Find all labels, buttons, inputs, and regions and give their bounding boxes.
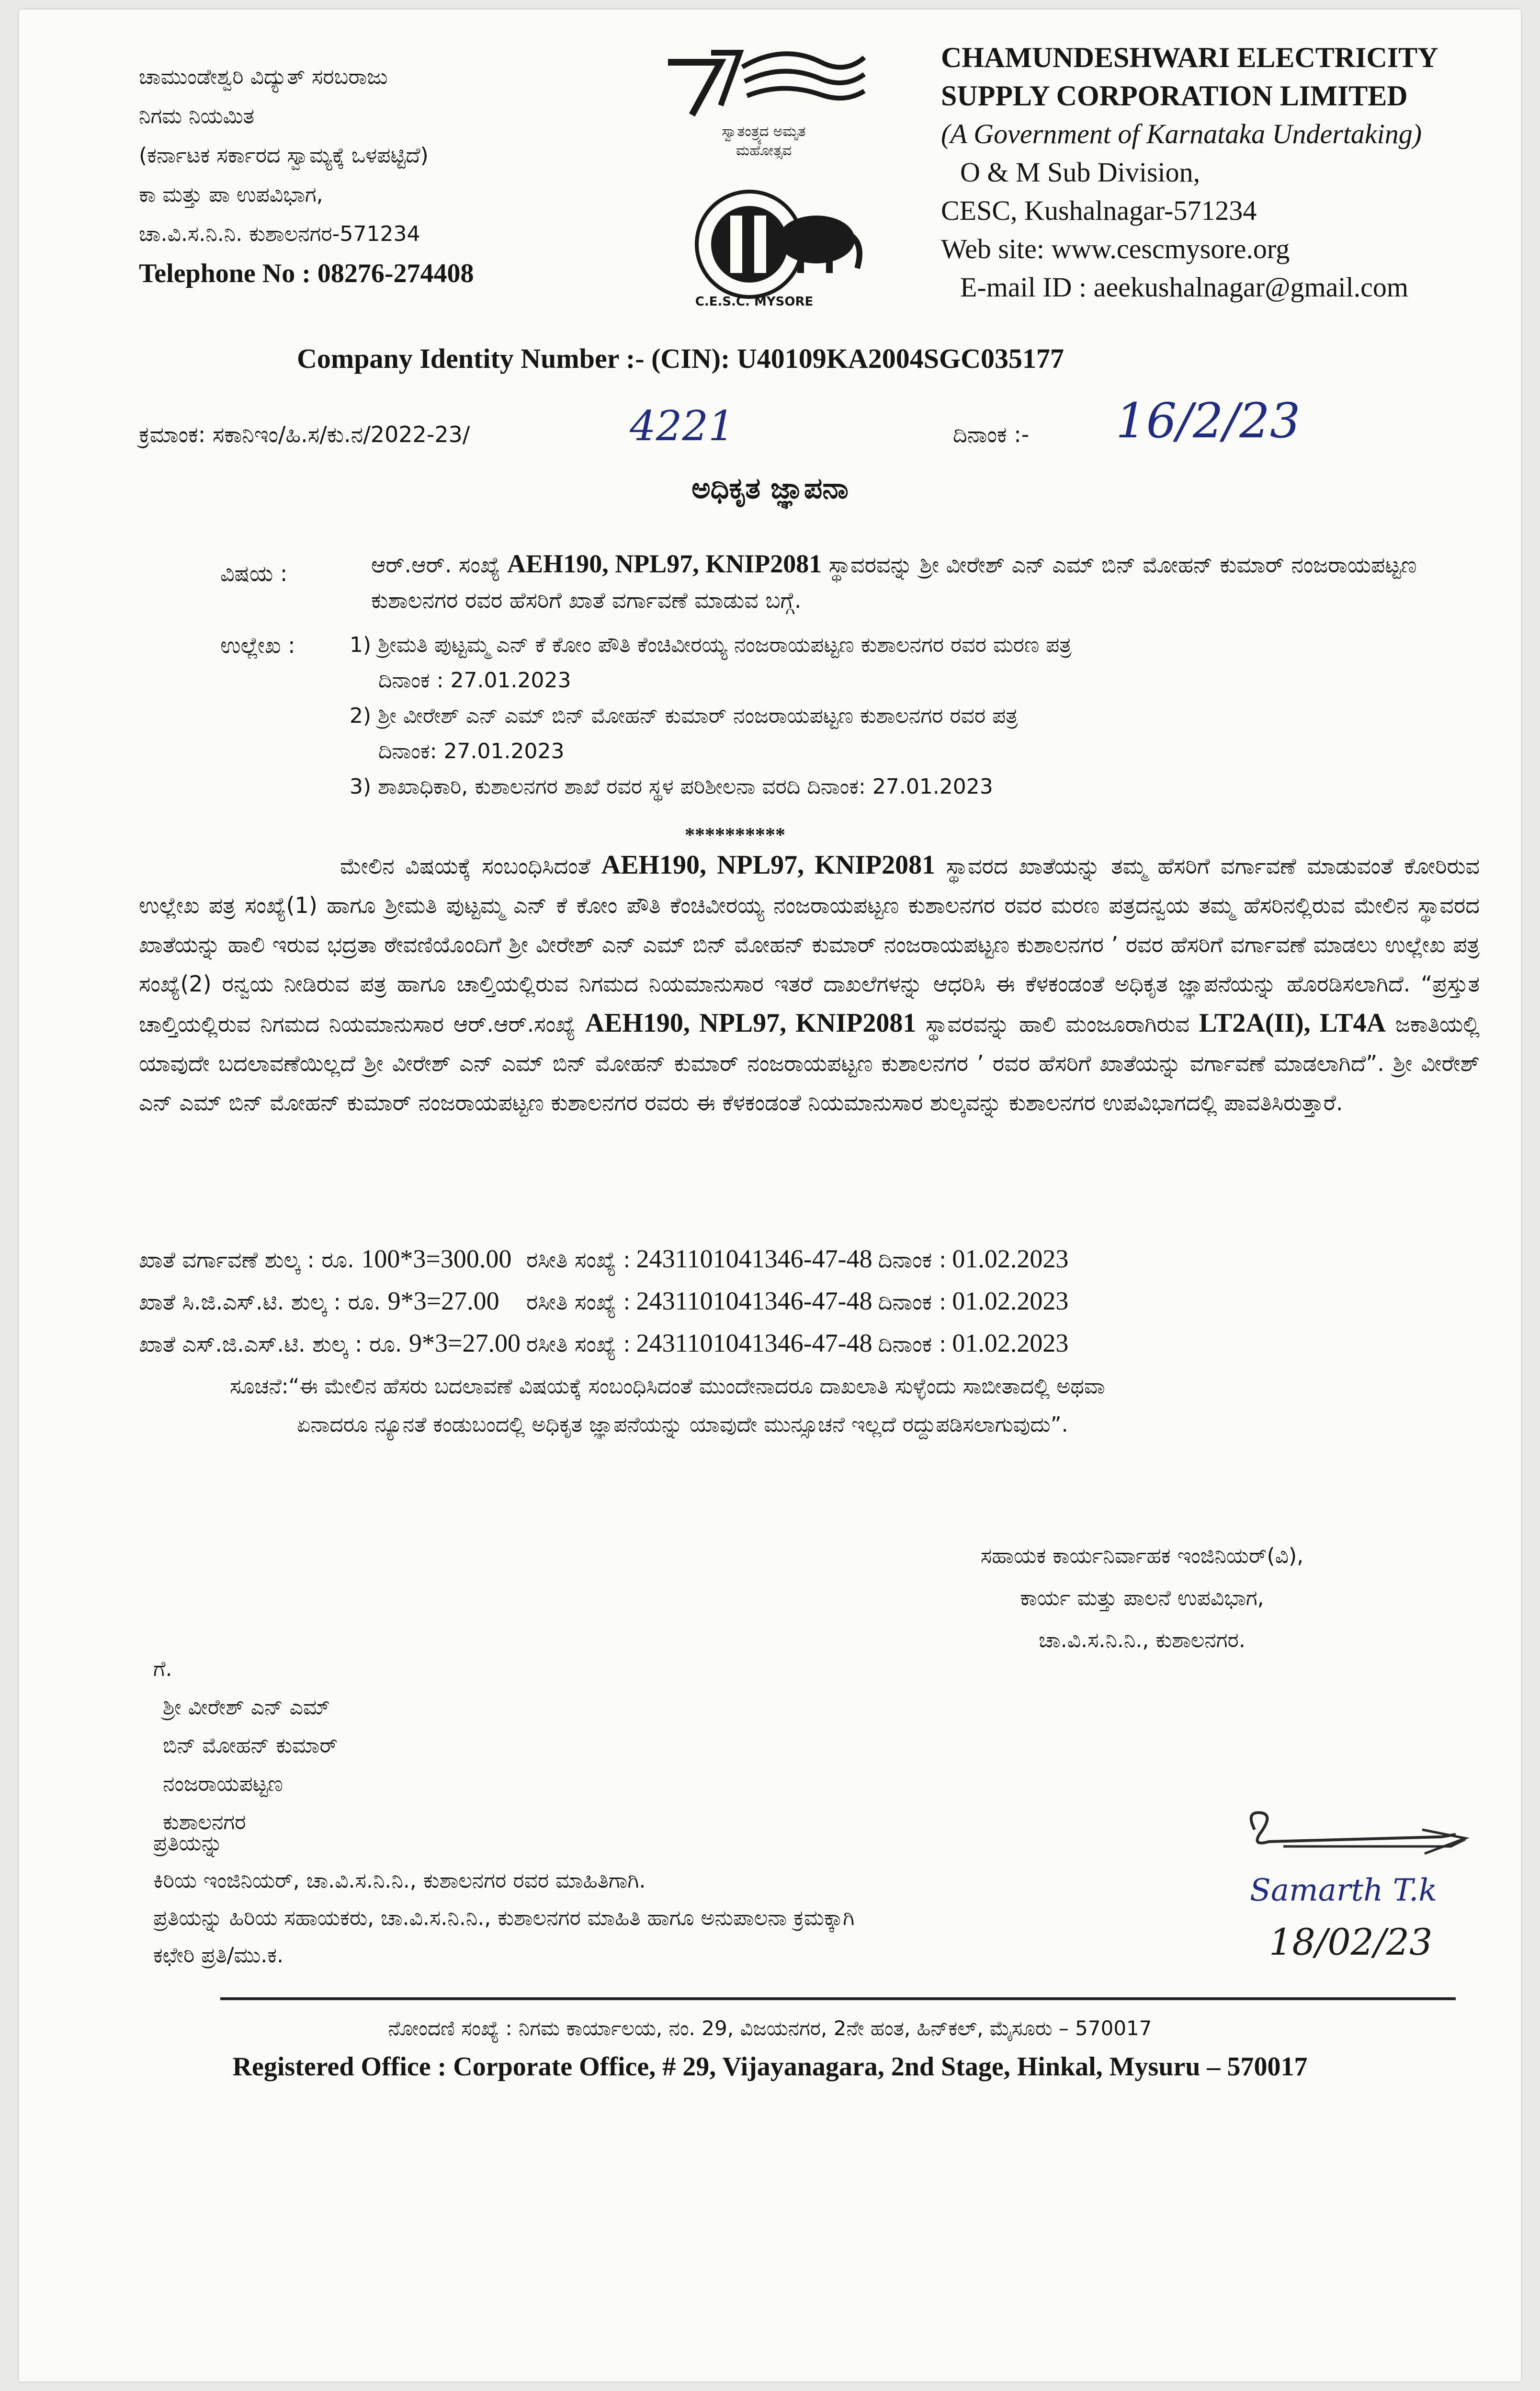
separator: **********	[685, 824, 785, 846]
website: Web site: www.cescmysore.org	[941, 233, 1290, 264]
fee-receipt-number: 2431101041346-47-48	[636, 1329, 872, 1357]
copy-line-3: ಕಛೇರಿ ಪ್ರತಿ/ಮು.ಕ.	[153, 1943, 284, 1968]
letterhead-kn-line-2: ನಿಗಮ ನಿಯಮಿತ	[139, 104, 255, 128]
fee-amount: 9*3=27.00	[409, 1329, 521, 1357]
letterhead-english	[941, 38, 1506, 307]
footer-english: Registered Office : Corporate Office, # 29, Vijayanagara, 2nd Stage, Hinkal, Mysuru – 570017	[232, 2052, 1308, 2082]
subject-codes: AEH190, NPL97, KNIP2081	[507, 549, 822, 578]
company-name-line-1: CHAMUNDESHWARI ELECTRICITY	[941, 42, 1438, 73]
fees-table	[139, 1238, 1074, 1365]
body-tariff: LT2A(II), LT4A	[1199, 1008, 1386, 1038]
recipient-line-3: ನಂಜರಾಯಪಟ್ಟಣ	[163, 1772, 283, 1796]
body-codes-2: AEH190, NPL97, KNIP2081	[585, 1008, 917, 1038]
copy-line-2: ಪ್ರತಿಯನ್ನು ಹಿರಿಯ ಸಹಾಯಕರು, ಚಾ.ವಿ.ಸ.ನಿ.ನಿ., ಕುಶಾಲನಗರ ಮಾಹಿತಿ ಹಾಗೂ ಅನುಪಾಲನಾ ಕ್ರಮಕ್ಕಾಗಿ	[153, 1906, 855, 1930]
body-codes-1: AEH190, NPL97, KNIP2081	[601, 850, 936, 880]
logo-amrit-text: ಸ್ವಾತಂತ್ರ್ಯದ ಅಮೃತ ಮಹೋತ್ಸವ	[722, 123, 806, 159]
body-part-3: ಸ್ಥಾವರವನ್ನು ಹಾಲಿ ಮಂಜೂರಾಗಿರುವ	[916, 1011, 1199, 1037]
telephone-number: Telephone No : 08276-274408	[139, 259, 474, 288]
recipient-line-4: ಕುಶಾಲನಗರ	[163, 1810, 246, 1834]
note-line-2: ಏನಾದರೂ ನ್ಯೂನತೆ ಕಂಡುಬಂದಲ್ಲಿ ಅಧಿಕೃತ ಜ್ಞಾಪನೆಯನ್ನು ಯಾವುದೇ ಮುನ್ಸೂಚನೆ ಇಲ್ಲದೆ ರದ್ದುಪಡಿಸಲಾಗುವುದು”.	[297, 1412, 1068, 1437]
reference-item-3: 3) ಶಾಖಾಧಿಕಾರಿ, ಕುಶಾಲನಗರ ಶಾಖೆ ರವರ ಸ್ಥಳ ಪರಿಶೀಲನಾ ವರದಿ ದಿನಾಂಕ: 27.01.2023	[350, 774, 993, 799]
memo-title: ಅಧಿಕೃತ ಜ್ಞಾಪನಾ	[691, 472, 849, 505]
fee-receipt-label: ರಸೀತಿ ಸಂಖ್ಯೆ :	[526, 1247, 631, 1273]
fee-receipt-number: 2431101041346-47-48	[636, 1244, 872, 1273]
fee-date-label: ದಿನಾಂಕ :	[878, 1289, 947, 1315]
seal-caption: C.E.S.C. MYSORE	[695, 295, 814, 309]
body-part-4: ಜಕಾತಿಯಲ್ಲಿ ಯಾವುದೇ ಬದಲಾವಣೆಯಿಲ್ಲದೆ ಶ್ರೀ ವೀರೇಶ್ ಎನ್ ಎಮ್ ಬಿನ್ ಮೋಹನ್ ಕುಮಾರ್ ನಂಜರಾಯಪಟ್ಟಣ ಕುಶಾಲನಗರ ’ ರವರ ಹೆಸರಿಗೆ ಖಾತೆಯನ್ನು ವರ್ಗಾವಣೆ ಮಾಡಲಾಗಿದೆ”. ಶ್ರೀ ವೀರೇಶ್ ಎನ್ ಎಮ್ ಬಿನ್ ಮೋಹನ್ ಕುಮಾರ್ ನಂಜರಾಯಪಟ್ಟಣ ಕುಶಾಲನಗರ ರವರು ಈ ಕೆಳಕಂಡಂತೆ ನಿಯಮಾನುಸಾರ ಶುಲ್ಕವನ್ನು ಕುಶಾಲನಗರ ಉಪವಿಭಾಗದಲ್ಲಿ ಪಾವತಿಸಿರುತ್ತಾರೆ.	[139, 1011, 1480, 1116]
subject-post: ಸ್ಥಾವರವನ್ನು ಶ್ರೀ ವೀರೇಶ್ ಎನ್ ಎಮ್ ಬಿನ್ ಮೋಹನ್ ಕುಮಾರ್ ನಂಜರಾಯಪಟ್ಟಣ ಕುಶಾಲನಗರ ರವರ ಹೆಸರಿಗೆ ಖಾತೆ ವರ್ಗಾವಣೆ ಮಾಡುವ ಬಗ್ಗೆ.	[371, 552, 1417, 613]
recipient-line-1: ಶ್ರೀ ವೀರೇಶ್ ಎನ್ ಎಮ್	[163, 1695, 330, 1719]
note	[230, 1367, 1475, 1444]
reference-number: 4221	[630, 402, 735, 450]
footer-kannada: ನೋಂದಣಿ ಸಂಖ್ಯೆ : ನಿಗಮ ಕಾರ್ಯಾಲಯ, ನಂ. 29, ವಿಜಯನಗರ, 2ನೇ ಹಂತ, ಹಿನ್‌ಕಲ್, ಮೈಸೂರು – 570017	[388, 2016, 1152, 2040]
footer	[19, 2009, 1521, 2086]
fee-date: 01.02.2023	[952, 1329, 1069, 1357]
fee-date: 01.02.2023	[952, 1244, 1069, 1273]
reference-label: ಕ್ರಮಾಂಕ: ಸಕಾನಿಇಂ/ಹಿ.ಸ/ಕು.ನ/2022-23/	[139, 421, 470, 447]
fee-label: ಖಾತೆ ಸಿ.ಜಿ.ಎಸ್.ಟಿ. ಶುಲ್ಕ : ರೂ.	[139, 1289, 388, 1315]
fee-amount: 100*3=300.00	[361, 1244, 512, 1273]
body-paragraph	[139, 845, 1480, 1122]
recipient-block	[153, 1650, 338, 1842]
fee-row	[139, 1322, 1074, 1365]
fee-receipt-label: ರಸೀತಿ ಸಂಖ್ಯೆ :	[526, 1289, 631, 1315]
govt-undertaking: (A Government of Karnataka Undertaking)	[941, 118, 1422, 149]
fee-row	[139, 1238, 1074, 1280]
reference-item-1-date: ದಿನಾಂಕ : 27.01.2023	[378, 668, 571, 693]
fee-label: ಖಾತೆ ಎಸ್.ಜಿ.ಎಸ್.ಟಿ. ಶುಲ್ಕ : ರೂ.	[139, 1331, 409, 1357]
references-label: ಉಲ್ಲೇಖ :	[220, 632, 295, 658]
references-list	[350, 627, 1480, 805]
fee-receipt-label: ರಸೀತಿ ಸಂಖ್ಯೆ :	[526, 1331, 631, 1357]
signatory-department: ಕಾರ್ಯ ಮತ್ತು ಪಾಲನೆ ಉಪವಿಭಾಗ,	[1020, 1586, 1264, 1610]
signature-name: Samarth T.k	[1250, 1873, 1438, 1908]
letterhead-kn-line-3: (ಕರ್ನಾಟಕ ಸರ್ಕಾರದ ಸ್ವಾಮ್ಯಕ್ಕೆ ಒಳಪಟ್ಟಿದೆ)	[139, 143, 429, 168]
handwritten-signature	[1240, 1801, 1470, 1983]
footer-divider	[220, 1997, 1456, 2000]
fee-date-label: ದಿನಾಂಕ :	[878, 1331, 947, 1357]
signatory-office: ಚಾ.ವಿ.ಸ.ನಿ.ನಿ., ಕುಶಾಲನಗರ.	[1039, 1628, 1246, 1652]
fee-date: 01.02.2023	[952, 1287, 1069, 1315]
fee-receipt-number: 2431101041346-47-48	[636, 1287, 872, 1315]
fee-amount: 9*3=27.00	[387, 1287, 499, 1315]
reference-item-2-date: ದಿನಾಂಕ: 27.01.2023	[378, 739, 565, 763]
memo-date: 16/2/23	[1116, 393, 1301, 449]
signatory-designation: ಸಹಾಯಕ ಕಾರ್ಯನಿರ್ವಾಹಕ ಇಂಜಿನಿಯರ್(ವಿ),	[980, 1544, 1304, 1568]
body-part-2: ಸ್ಥಾವರದ ಖಾತೆಯನ್ನು ತಮ್ಮ ಹೆಸರಿಗೆ ವರ್ಗಾವಣೆ ಮಾಡುವಂತೆ ಕೋರಿರುವ ಉಲ್ಲೇಖ ಪತ್ರ ಸಂಖ್ಯೆ(1) ಹಾಗೂ ಶ್ರೀಮತಿ ಪುಟ್ಟಮ್ಮ ಎನ್ ಕೆ ಕೋಂ ಪೌತಿ ಕೆಂಚಿವೀರಯ್ಯ ನಂಜರಾಯಪಟ್ಟಣ ಕುಶಾಲನಗರ ರವರ ಮರಣ ಪತ್ರದನ್ವಯ ತಮ್ಮ ಹೆಸರಿನಲ್ಲಿರುವ ಮೇಲಿನ ಸ್ಥಾವರದ ಖಾತೆಯನ್ನು ಹಾಲಿ ಇರುವ ಭದ್ರತಾ ಠೇವಣಿಯೊಂದಿಗೆ ಶ್ರೀ ವೀರೇಶ್ ಎನ್ ಎಮ್ ಬಿನ್ ಮೋಹನ್ ಕುಮಾರ್ ನಂಜರಾಯಪಟ್ಟಣ ಕುಶಾಲನಗರ ’ ರವರ ಹೆಸರಿಗೆ ವರ್ಗಾವಣೆ ಮಾಡಲು ಉಲ್ಲೇಖ ಪತ್ರ ಸಂಖ್ಯೆ(2) ರನ್ವಯ ನೀಡಿರುವ ಪತ್ರ ಹಾಗೂ ಚಾಲ್ತಿಯಲ್ಲಿರುವ ನಿಗಮದ ನಿಯಮಾನುಸಾರ ಇತರೆ ದಾಖಲೆಗಳನ್ನು ಆಧರಿಸಿ ಈ ಕೆಳಕಂಡಂತೆ ಅಧಿಕೃತ ಜ್ಞಾಪನೆಯನ್ನು ಹೊರಡಿಸಲಾಗಿದೆ. “ಪ್ರಸ್ತುತ ಚಾಲ್ತಿಯಲ್ಲಿರುವ ನಿಗಮದ ನಿಯಮಾನುಸಾರ ಆರ್.ಆರ್.ಸಂಖ್ಯೆ	[139, 853, 1480, 1037]
letterhead-kn-line-1: ಚಾಮುಂಡೇಶ್ವರಿ ವಿದ್ಯುತ್ ಸರಬರಾಜು	[139, 65, 388, 89]
fee-date-label: ದಿನಾಂಕ :	[878, 1247, 947, 1273]
subject-pre: ಆರ್.ಆರ್. ಸಂಖ್ಯೆ	[371, 552, 508, 578]
subject-text	[371, 546, 1463, 618]
signatory-block	[795, 1535, 1489, 1662]
letterhead-kn-line-5: ಚಾ.ವಿ.ಸ.ನಿ.ನಿ. ಕುಶಾಲನಗರ-571234	[139, 222, 420, 246]
email: E-mail ID : aeekushalnagar@gmail.com	[960, 272, 1408, 303]
copies-block	[153, 1825, 854, 1974]
copies-label: ಪ್ರತಿಯನ್ನು	[153, 1831, 223, 1856]
office-address: CESC, Kushalnagar-571234	[941, 195, 1257, 226]
fee-row	[139, 1280, 1074, 1322]
fee-label: ಖಾತೆ ವರ್ಗಾವಣೆ ಶುಲ್ಕ : ರೂ.	[139, 1247, 362, 1273]
recipient-line-2: ಬಿನ್ ಮೋಹನ್ ಕುಮಾರ್	[163, 1733, 338, 1758]
to-label: ಗೆ.	[153, 1657, 172, 1681]
body-part-1: ಮೇಲಿನ ವಿಷಯಕ್ಕೆ ಸಂಬಂಧಿಸಿದಂತೆ	[340, 853, 601, 879]
sub-division: O & M Sub Division,	[960, 157, 1200, 188]
company-logo	[639, 34, 888, 307]
reference-item-2: 2) ಶ್ರೀ ವೀರೇಶ್ ಎನ್ ಎಮ್ ಬಿನ್ ಮೋಹನ್ ಕುಮಾರ್ ನಂಜರಾಯಪಟ್ಟಣ ಕುಶಾಲನಗರ ರವರ ಪತ್ರ	[350, 704, 1018, 728]
letterhead-kannada	[139, 57, 618, 293]
company-name-line-2: SUPPLY CORPORATION LIMITED	[941, 80, 1408, 112]
letterhead-kn-line-4: ಕಾ ಮತ್ತು ಪಾ ಉಪವಿಭಾಗ,	[139, 182, 323, 207]
date-label: ದಿನಾಂಕ :-	[953, 421, 1030, 447]
note-line-1: ಸೂಚನೆ:“ಈ ಮೇಲಿನ ಹೆಸರು ಬದಲಾವಣೆ ವಿಷಯಕ್ಕೆ ಸಂಬಂಧಿಸಿದಂತೆ ಮುಂದೇನಾದರೂ ದಾಖಲಾತಿ ಸುಳ್ಳೆಂದು ಸಾಬೀತಾದಲ್ಲಿ ಅಥವಾ	[230, 1374, 1105, 1399]
company-cin: Company Identity Number :- (CIN): U40109KA2004SGC035177	[297, 343, 1064, 374]
reference-item-1: 1) ಶ್ರೀಮತಿ ಪುಟ್ಟಮ್ಮ ಎನ್ ಕೆ ಕೋಂ ಪೌತಿ ಕೆಂಚಿವೀರಯ್ಯ ನಂಜರಾಯಪಟ್ಟಣ ಕುಶಾಲನಗರ ರವರ ಮರಣ ಪತ್ರ	[350, 633, 1072, 657]
cesc-emblem-icon	[639, 34, 888, 307]
copy-line-1: ಕಿರಿಯ ಇಂಜಿನಿಯರ್, ಚಾ.ವಿ.ಸ.ನಿ.ನಿ., ಕುಶಾಲನಗರ ರವರ ಮಾಹಿತಿಗಾಗಿ.	[153, 1868, 646, 1893]
signature-date: 18/02/23	[1269, 1921, 1433, 1963]
subject-label: ವಿಷಯ :	[220, 560, 288, 586]
document-page	[19, 10, 1521, 2381]
